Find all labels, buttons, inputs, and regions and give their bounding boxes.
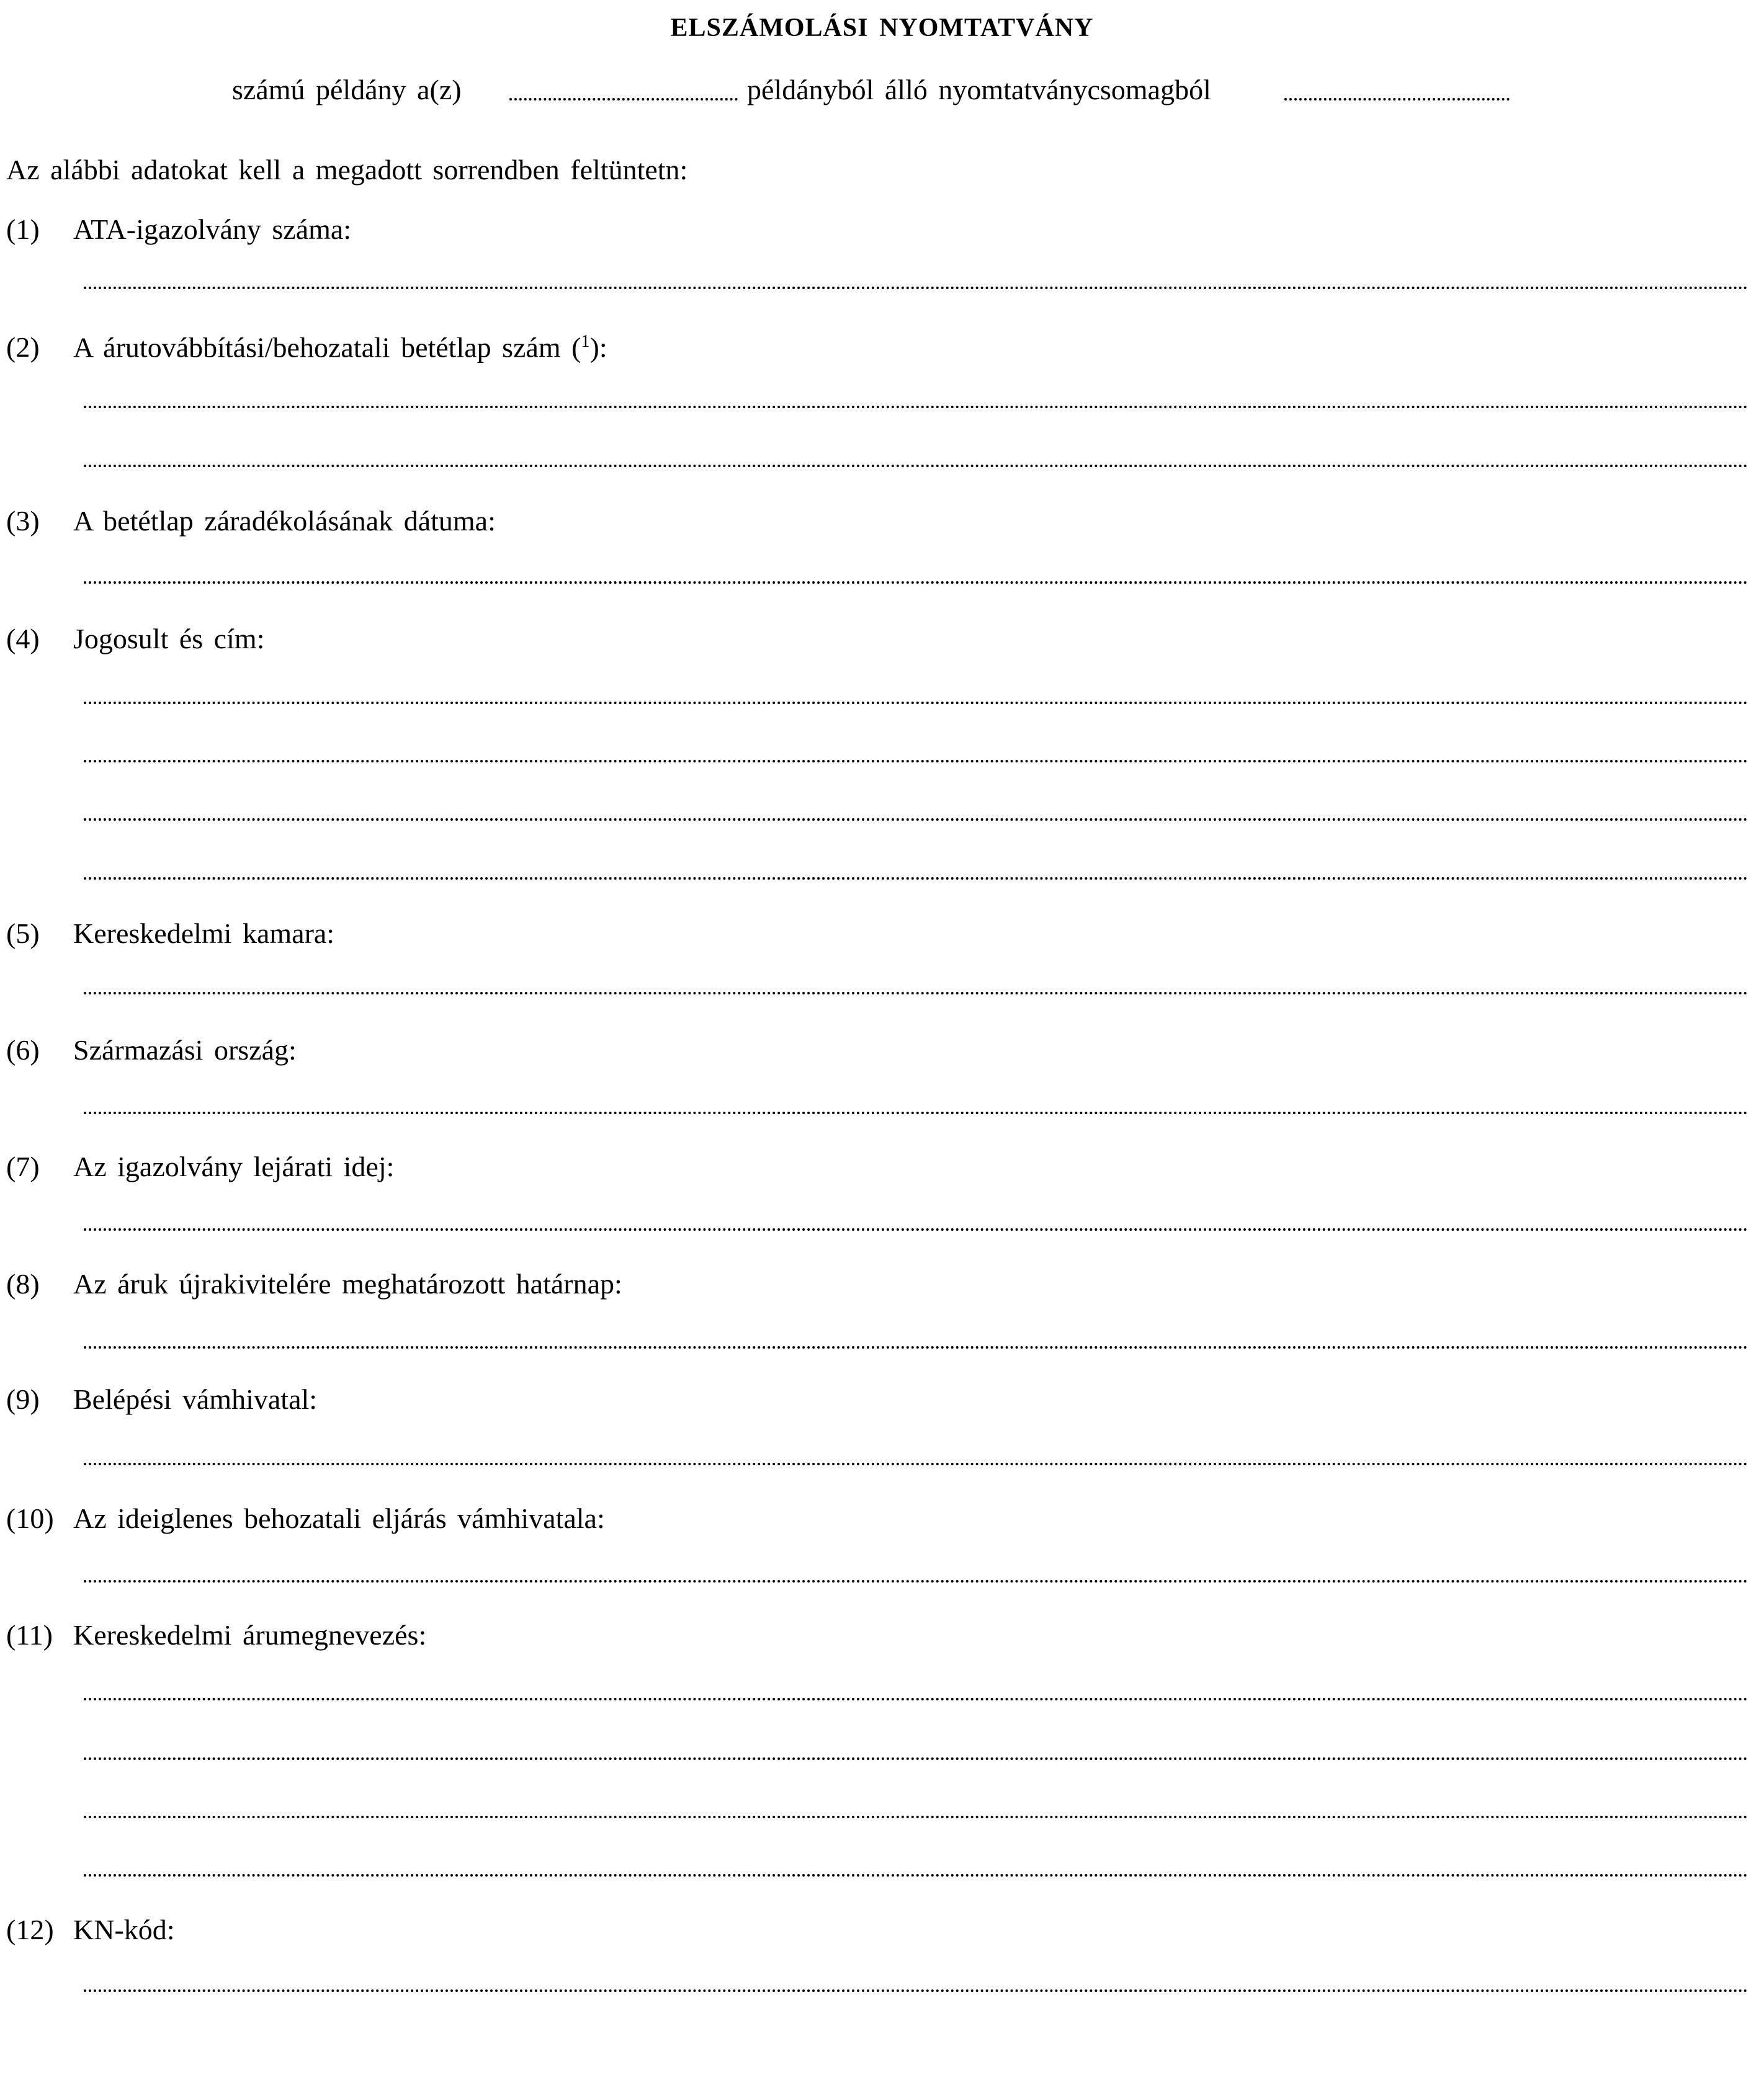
cn-code-field[interactable]	[84, 1989, 1748, 1992]
subtitle-part2: példányból álló nyomtatványcsomagból	[747, 74, 1211, 105]
item-number: (4)	[6, 623, 40, 654]
goods-description-field-4[interactable]	[84, 1874, 1748, 1877]
ata-number-field[interactable]	[84, 287, 1748, 289]
item-label: Az áruk újrakivitelére meghatározott határnap:	[73, 1268, 622, 1300]
subtitle-part1: számú példány a(z)	[232, 74, 462, 105]
item-label: Kereskedelmi árumegnevezés:	[73, 1619, 427, 1651]
item-number: (5)	[6, 917, 40, 949]
holder-address-field-1[interactable]	[84, 702, 1748, 704]
voucher-number-field-2[interactable]	[84, 465, 1748, 467]
expiry-date-field[interactable]	[84, 1228, 1748, 1231]
label-end: ):	[589, 331, 607, 364]
item-label: Származási ország:	[73, 1034, 297, 1066]
item-label: Belépési vámhivatal:	[73, 1383, 318, 1415]
endorsement-date-field[interactable]	[84, 581, 1748, 584]
item-label: Kereskedelmi kamara:	[73, 917, 335, 949]
copy-number-field[interactable]	[509, 98, 738, 100]
item-label: Az igazolvány lejárati idej:	[73, 1151, 395, 1182]
country-of-origin-field[interactable]	[84, 1112, 1748, 1114]
item-number: (6)	[6, 1034, 40, 1066]
holder-address-field-3[interactable]	[84, 818, 1748, 821]
item-label	[73, 333, 607, 362]
entry-office-field[interactable]	[84, 1463, 1748, 1465]
form-title: ELSZÁMOLÁSI NYOMTATVÁNY	[670, 14, 1094, 42]
intro-text: Az alábbi adatokat kell a megadott sorrendben feltüntetn:	[6, 154, 688, 185]
holder-address-field-4[interactable]	[84, 877, 1748, 880]
chamber-of-commerce-field[interactable]	[84, 992, 1748, 994]
item-label: KN-kód:	[73, 1914, 175, 1945]
item-label: A betétlap záradékolásának dátuma:	[73, 505, 496, 537]
goods-description-field-2[interactable]	[84, 1757, 1748, 1760]
item-label: Jogosult és cím:	[73, 623, 265, 654]
item-number: (10)	[6, 1502, 54, 1534]
temporary-import-office-field[interactable]	[84, 1580, 1748, 1583]
item-number: (7)	[6, 1151, 40, 1182]
item-label: ATA-igazolvány száma:	[73, 213, 352, 245]
item-number: (12)	[6, 1914, 54, 1945]
item-label: Az ideiglenes behozatali eljárás vámhivatala:	[73, 1502, 605, 1534]
item-number: (8)	[6, 1268, 40, 1300]
item-number: (1)	[6, 213, 40, 245]
item-number: (9)	[6, 1383, 40, 1415]
footnote-ref: 1	[581, 332, 590, 351]
goods-description-field-1[interactable]	[84, 1698, 1748, 1700]
item-number: (3)	[6, 505, 40, 537]
label-text: A árutovábbítási/behozatali betétlap szám (	[73, 331, 581, 364]
voucher-number-field-1[interactable]	[84, 406, 1748, 408]
item-number: (11)	[6, 1619, 53, 1651]
package-number-field[interactable]	[1284, 98, 1510, 100]
item-number: (2)	[6, 331, 40, 363]
holder-address-field-2[interactable]	[84, 760, 1748, 762]
goods-description-field-3[interactable]	[84, 1816, 1748, 1818]
reexport-deadline-field[interactable]	[84, 1346, 1748, 1349]
